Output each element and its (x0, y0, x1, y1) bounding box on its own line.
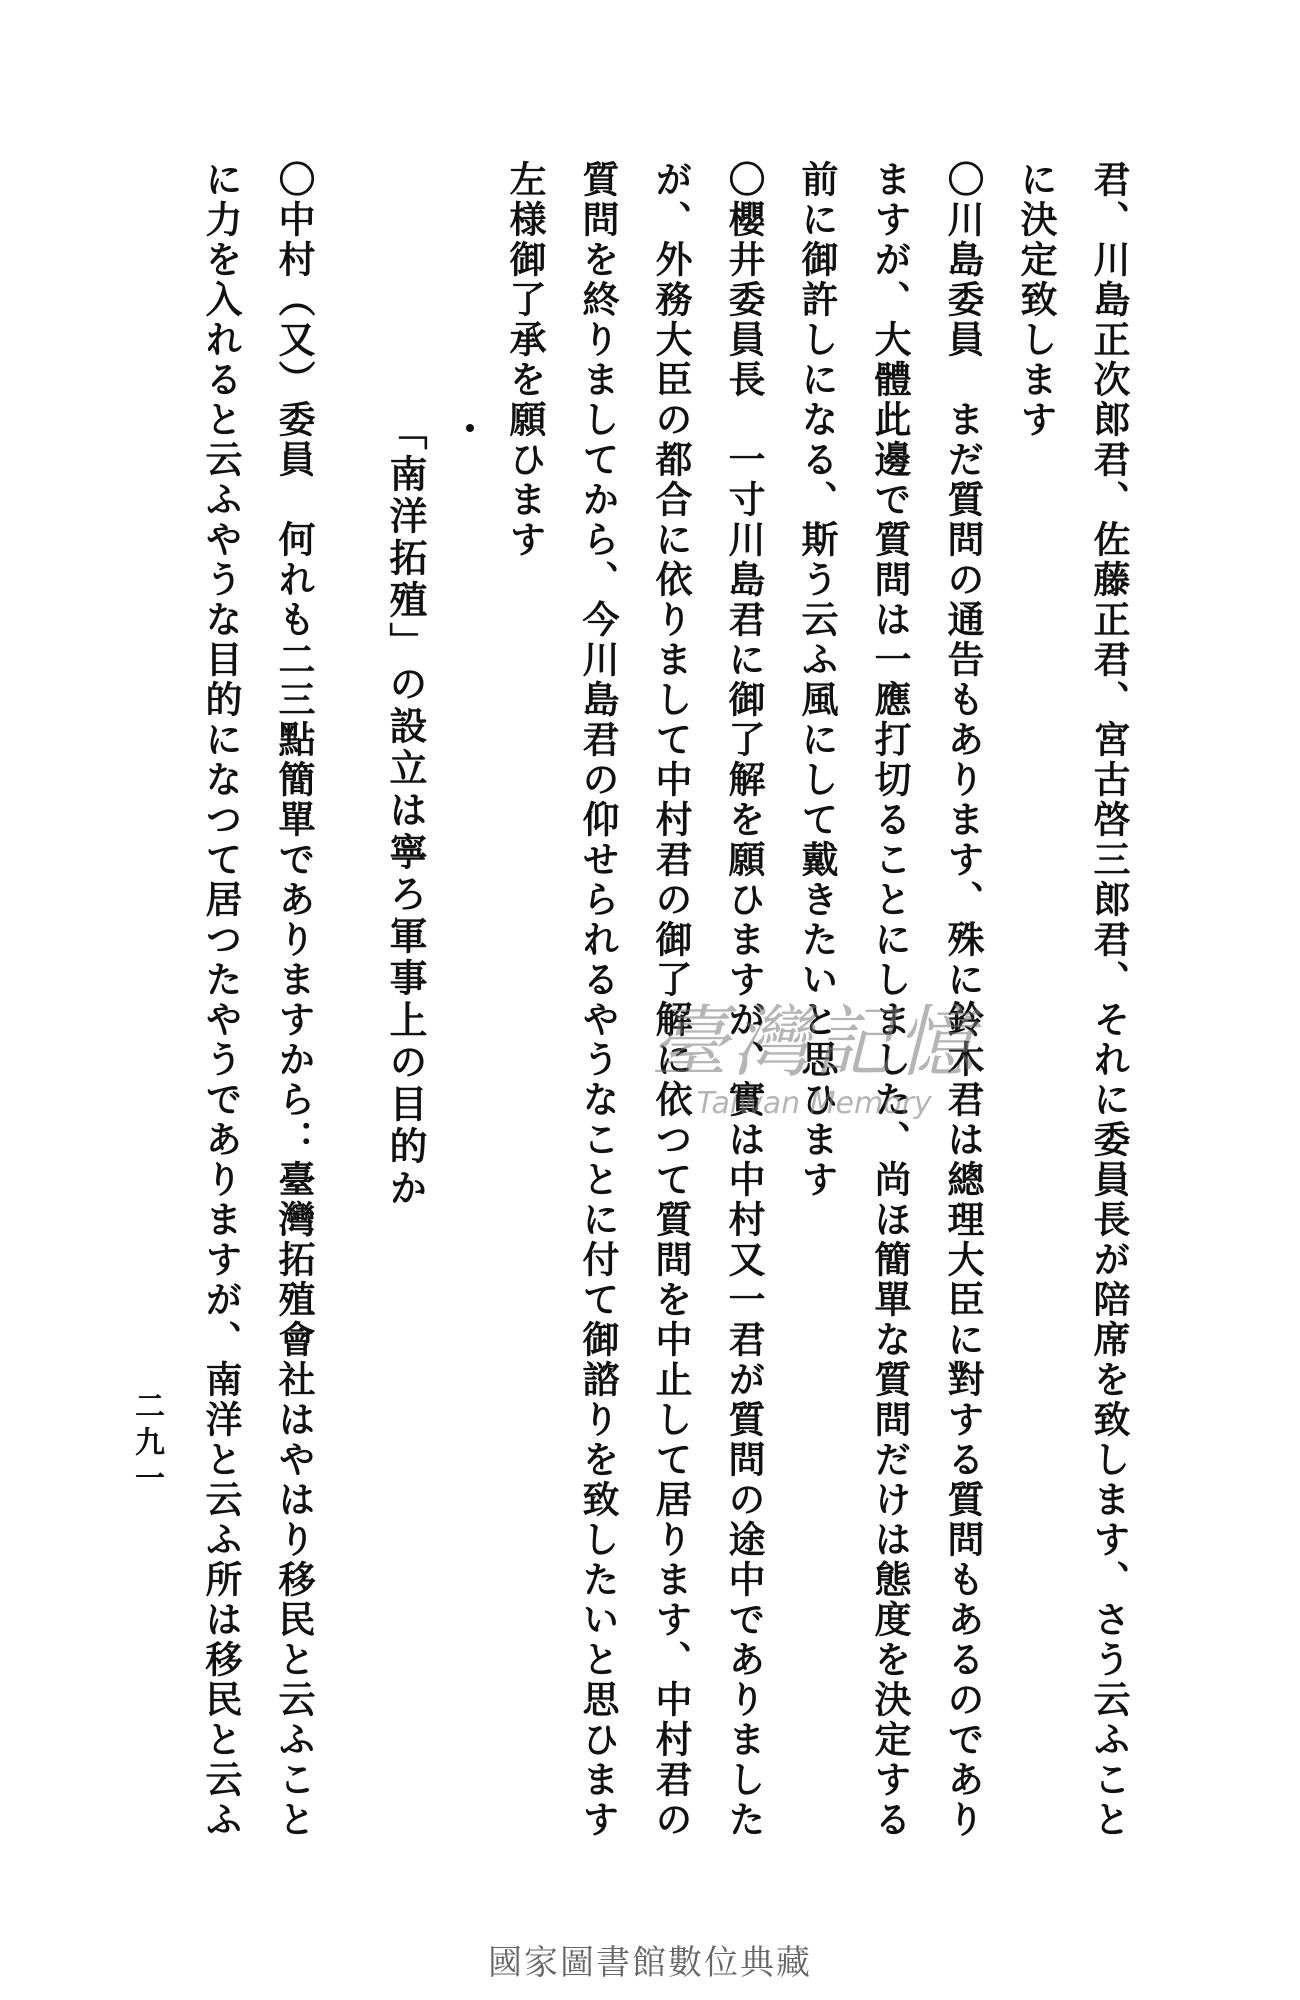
text-column-10: 〇中村（又）委員 何れも二三點簡單でありますから：臺灣拓殖會社はやはり移民と云ふこと (272, 160, 316, 1840)
text-column-5: 前に御許しになる、斯う云ふ風にして戴きたいと思ひます (795, 160, 839, 1200)
watermark-logo (650, 980, 978, 1121)
text-column-8: 質問を終りましてから、今川島君の仰せられるやうなことに付て御諮りを致したいと思ひます (576, 160, 620, 1840)
watermark-english: Taiwan Memory (696, 1086, 932, 1121)
text-column-2: に決定致します (1014, 160, 1058, 440)
text-column-4: ますが、大體此邊で質問は一應打切ることにしました、尚ほ簡單な質問だけは態度を決定する (868, 160, 912, 1840)
section-heading: 「南洋拓殖」の設立は寧ろ軍事上の目的か (383, 412, 428, 1210)
text-column-7: が、外務大臣の都合に依りまして中村君の御了解に依つて質問を中止して居ります、中村君の (649, 160, 693, 1840)
footer-caption: 國家圖書館數位典藏 (488, 1943, 812, 1983)
text-column-11: に力を入れると云ふやうな目的になつて居つたやうでありますが、南洋と云ふ所は移民と云ふ (199, 160, 243, 1840)
watermark-chinese: 臺灣記憶 (650, 998, 979, 1088)
text-column-6: 〇櫻井委員長 一寸川島君に御了解を願ひますが、實は中村又一君が質問の途中でありました (722, 160, 766, 1840)
bullet-dot (466, 424, 474, 432)
text-column-1: 君、川島正次郎君、佐藤正君、宮古啓三郎君、それに委員長が陪席を致します、さう云ふこと (1087, 160, 1131, 1840)
text-column-9: 左様御了承を願ひます (503, 160, 547, 560)
text-column-3: 〇川島委員 まだ質問の通告もあります、殊に鈴木君は總理大臣に對する質問もあるのであり (941, 160, 985, 1840)
page-number: 二九一 (129, 1390, 164, 1498)
